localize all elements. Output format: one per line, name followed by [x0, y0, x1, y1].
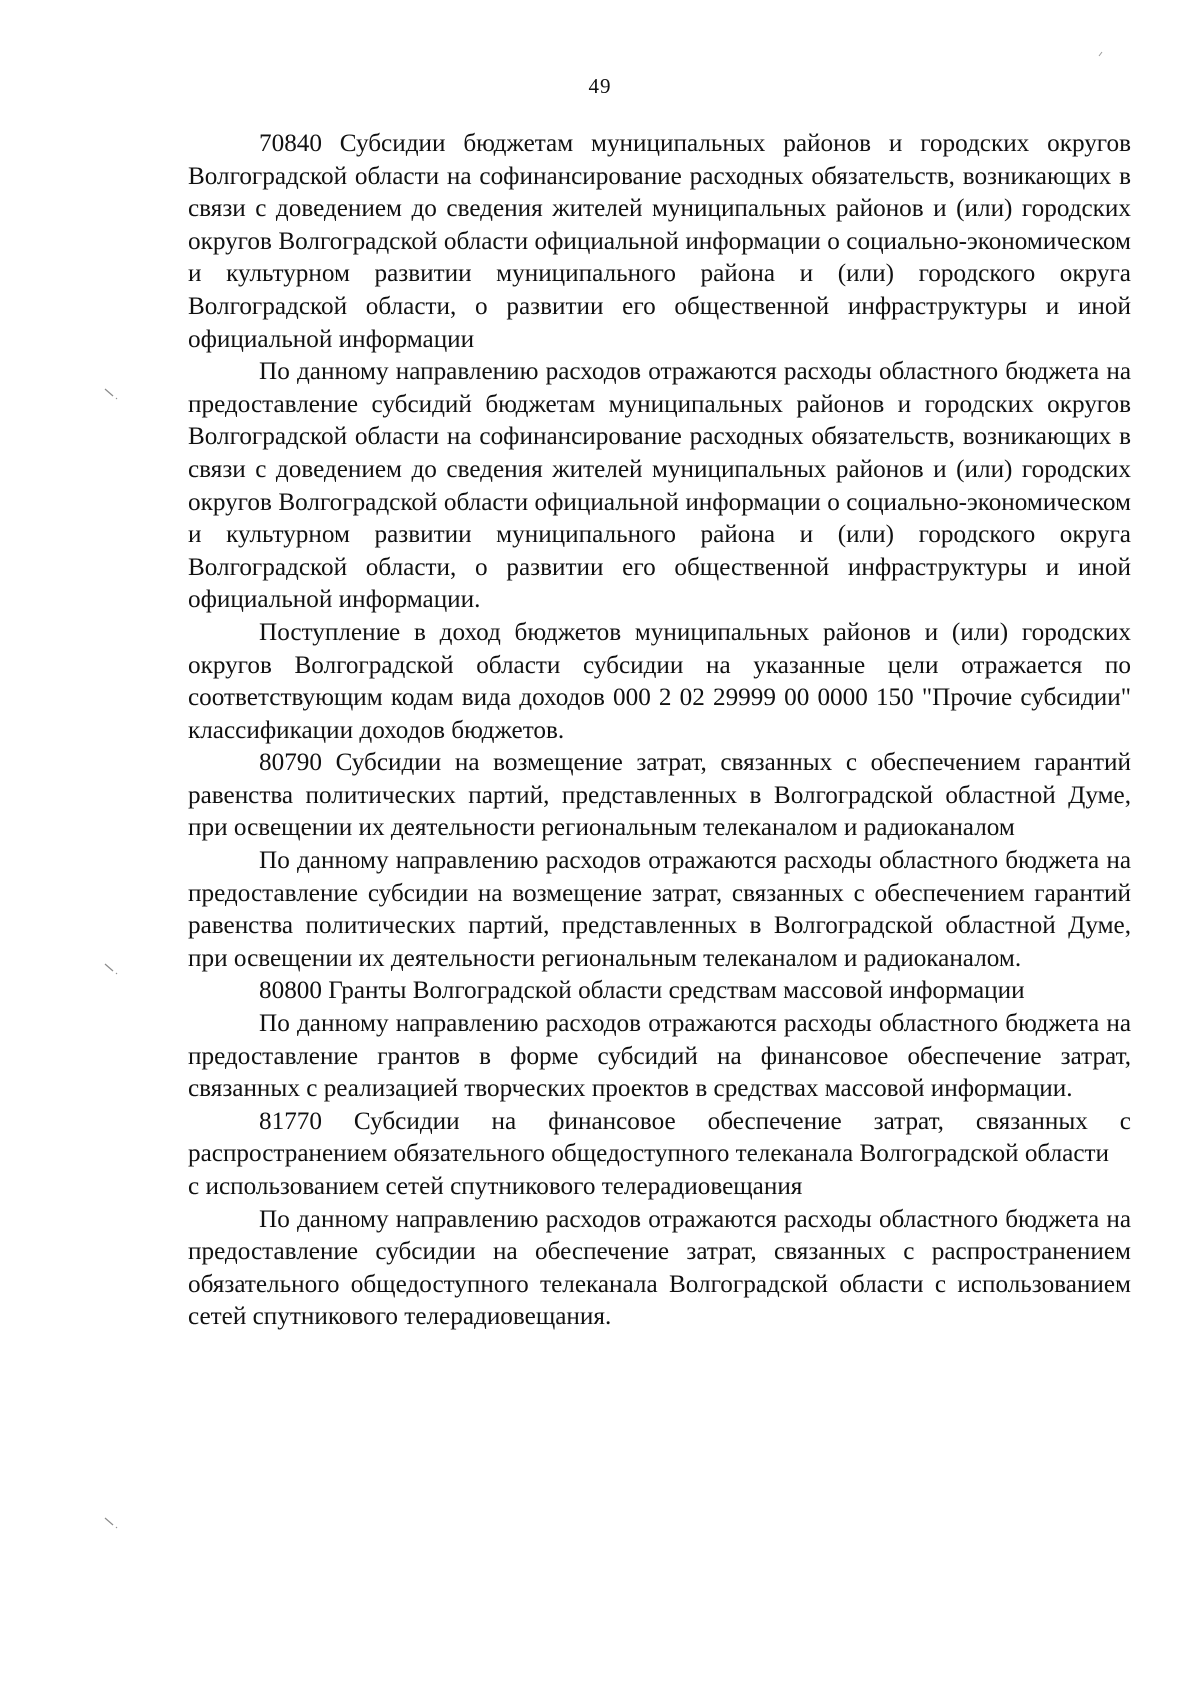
margin-tick-mark-icon [104, 1517, 118, 1529]
paragraph-81770-heading: 81770 Субсидии на финансовое обеспечение затрат, связанных с распространением обязательного общедоступного телеканала Волгоградской области [188, 1107, 1131, 1168]
paragraph-70840-description: По данному направлению расходов отражаются расходы областного бюджета на предоставление субсидий бюджетам муниципальных районов и городских округов Волгоградской области на софинансирование расходных обязательств, возникающих в связи с доведением до сведения жителей муниципальных районов и (или) городских округов Волгоградской области официальной информации о социально-экономическом и культурном развитии муниципального района и (или) городского округа Волгоградской области, о развитии его общественной инфраструктуры и иной официальной информации. [188, 358, 1131, 614]
page-number: 49 [588, 74, 612, 98]
margin-tick-mark-icon [104, 388, 118, 400]
paragraph-70840-heading: 70840 Субсидии бюджетам муниципальных районов и городских округов Волгоградской области на софинансирование расходных обязательств, возникающих в связи с доведением до сведения жителей муниципальных районов и (или) городских округов Волгоградской области официальной информации о социально-экономическом и культурном развитии муниципального района и (или) городского округа Волгоградской области, о развитии его общественной инфраструктуры и иной официальной информации [188, 130, 1131, 353]
paragraph-80790-heading: 80790 Субсидии на возмещение затрат, связанных с обеспечением гарантий равенства политических партий, представленных в Волгоградской областной Думе, при освещении их деятельности региональным телеканалом и радиоканалом [188, 749, 1131, 842]
scan-dot-mark [1098, 44, 1104, 50]
paragraph-80800-description: По данному направлению расходов отражаются расходы областного бюджета на предоставление грантов в форме субсидий на финансовое обеспечение затрат, связанных с реализацией творческих проектов в средствах массовой информации. [188, 1010, 1131, 1103]
paragraph-80790-description: По данному направлению расходов отражаются расходы областного бюджета на предоставление субсидии на возмещение затрат, связанных с обеспечением гарантий равенства политических партий, представленных в Волгоградской областной Думе, при освещении их деятельности региональным телеканалом и радиоканалом. [188, 847, 1131, 972]
paragraph-80800-heading: 80800 Гранты Волгоградской области средствам массовой информации [259, 977, 1025, 1005]
paragraph-81770-description: По данному направлению расходов отражаются расходы областного бюджета на предоставление субсидии на обеспечение затрат, связанных с распространением обязательного общедоступного телеканала Волгоградской области с использованием сетей спутникового телерадиовещания. [188, 1205, 1131, 1331]
document-body [188, 128, 1131, 1334]
margin-tick-mark-icon [104, 963, 118, 975]
paragraph-81770-heading-continued: с использованием сетей спутникового телерадиовещания [188, 1173, 803, 1200]
paragraph-70840-revenue: Поступление в доход бюджетов муниципальных районов и (или) городских округов Волгоградской области субсидии на указанные цели отражается по соответствующим кодам вида доходов 000 2 02 29999 00 0000 150 "Прочие субсидии" классификации доходов бюджетов. [188, 618, 1131, 744]
